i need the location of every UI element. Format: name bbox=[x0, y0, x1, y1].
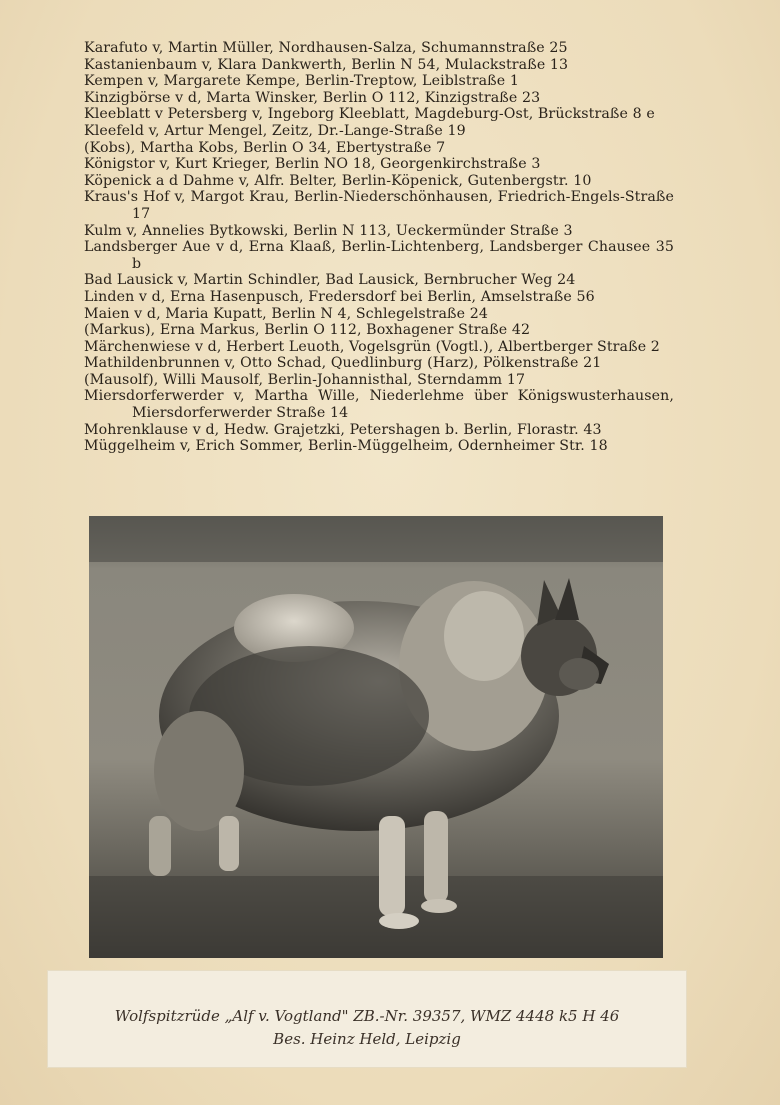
caption-title: Wolfspitzrüde „Alf v. Vogtland" ZB.-Nr. 39357, WMZ 4448 k5 H 46 bbox=[114, 1007, 620, 1025]
list-item: Mohrenklause v d, Hedw. Grajetzki, Petershagen b. Berlin, Florastr. 43 bbox=[84, 421, 602, 438]
list-item: Karafuto v, Martin Müller, Nordhausen-Salza, Schumannstraße 25 bbox=[84, 40, 568, 56]
list-item: Müggelheim v, Erich Sommer, Berlin-Müggelheim, Odernheimer Str. 18 bbox=[84, 438, 608, 455]
list-item: Kempen v, Margarete Kempe, Berlin-Treptow, Leiblstraße 1 bbox=[84, 73, 519, 90]
list-item: Kleeblatt v Petersberg v, Ingeborg Kleeblatt, Magdeburg-Ost, Brückstraße 8 e bbox=[84, 106, 655, 123]
caption-owner: Bes. Heinz Held, Leipzig bbox=[273, 1030, 461, 1048]
list-item: (Mausolf), Willi Mausolf, Berlin-Johannisthal, Sterndamm 17 bbox=[84, 371, 526, 388]
list-item: Kulm v, Annelies Bytkowski, Berlin N 113, Ueckermünder Straße 3 bbox=[84, 222, 573, 239]
list-item: Köpenick a d Dahme v, Alfr. Belter, Berlin-Köpenick, Gutenbergstr. 10 bbox=[84, 172, 592, 189]
list-item: Bad Lausick v, Martin Schindler, Bad Lausick, Bernbrucher Weg 24 bbox=[84, 272, 576, 289]
photo-caption bbox=[48, 971, 686, 1067]
list-item: Miersdorferwerder v, Martha Wille, Niederlehme über Königswusterhausen, Miersdorferwerder Straße 14 bbox=[84, 388, 674, 422]
wolfspitz-dog-image bbox=[89, 516, 663, 958]
list-item: Königstor v, Kurt Krieger, Berlin NO 18, Georgenkirchstraße 3 bbox=[84, 156, 541, 173]
list-item: Mathildenbrunnen v, Otto Schad, Quedlinburg (Harz), Pölkenstraße 21 bbox=[84, 355, 602, 372]
kennel-entry-list bbox=[84, 40, 674, 455]
list-item: Landsberger Aue v d, Erna Klaaß, Berlin-Lichtenberg, Landsberger Chausee 35 b bbox=[84, 239, 674, 272]
list-item: Maien v d, Maria Kupatt, Berlin N 4, Schlegelstraße 24 bbox=[84, 305, 488, 322]
list-item: Kinzigbörse v d, Marta Winsker, Berlin O 112, Kinzigstraße 23 bbox=[84, 89, 541, 106]
list-item: Kleefeld v, Artur Mengel, Zeitz, Dr.-Lange-Straße 19 bbox=[84, 122, 466, 139]
list-item: (Kobs), Martha Kobs, Berlin O 34, Ebertystraße 7 bbox=[84, 139, 446, 156]
list-item: Kraus's Hof v, Margot Krau, Berlin-Niederschönhausen, Friedrich-Engels-Straße 17 bbox=[84, 189, 674, 222]
list-item: (Markus), Erna Markus, Berlin O 112, Boxhagener Straße 42 bbox=[84, 322, 531, 339]
dog-photograph bbox=[89, 516, 663, 958]
list-item: Linden v d, Erna Hasenpusch, Fredersdorf bei Berlin, Amselstraße 56 bbox=[84, 288, 595, 305]
list-item: Kastanienbaum v, Klara Dankwerth, Berlin N 54, Mulackstraße 13 bbox=[84, 56, 569, 73]
list-item: Märchenwiese v d, Herbert Leuoth, Vogelsgrün (Vogtl.), Albertberger Straße 2 bbox=[84, 338, 660, 355]
